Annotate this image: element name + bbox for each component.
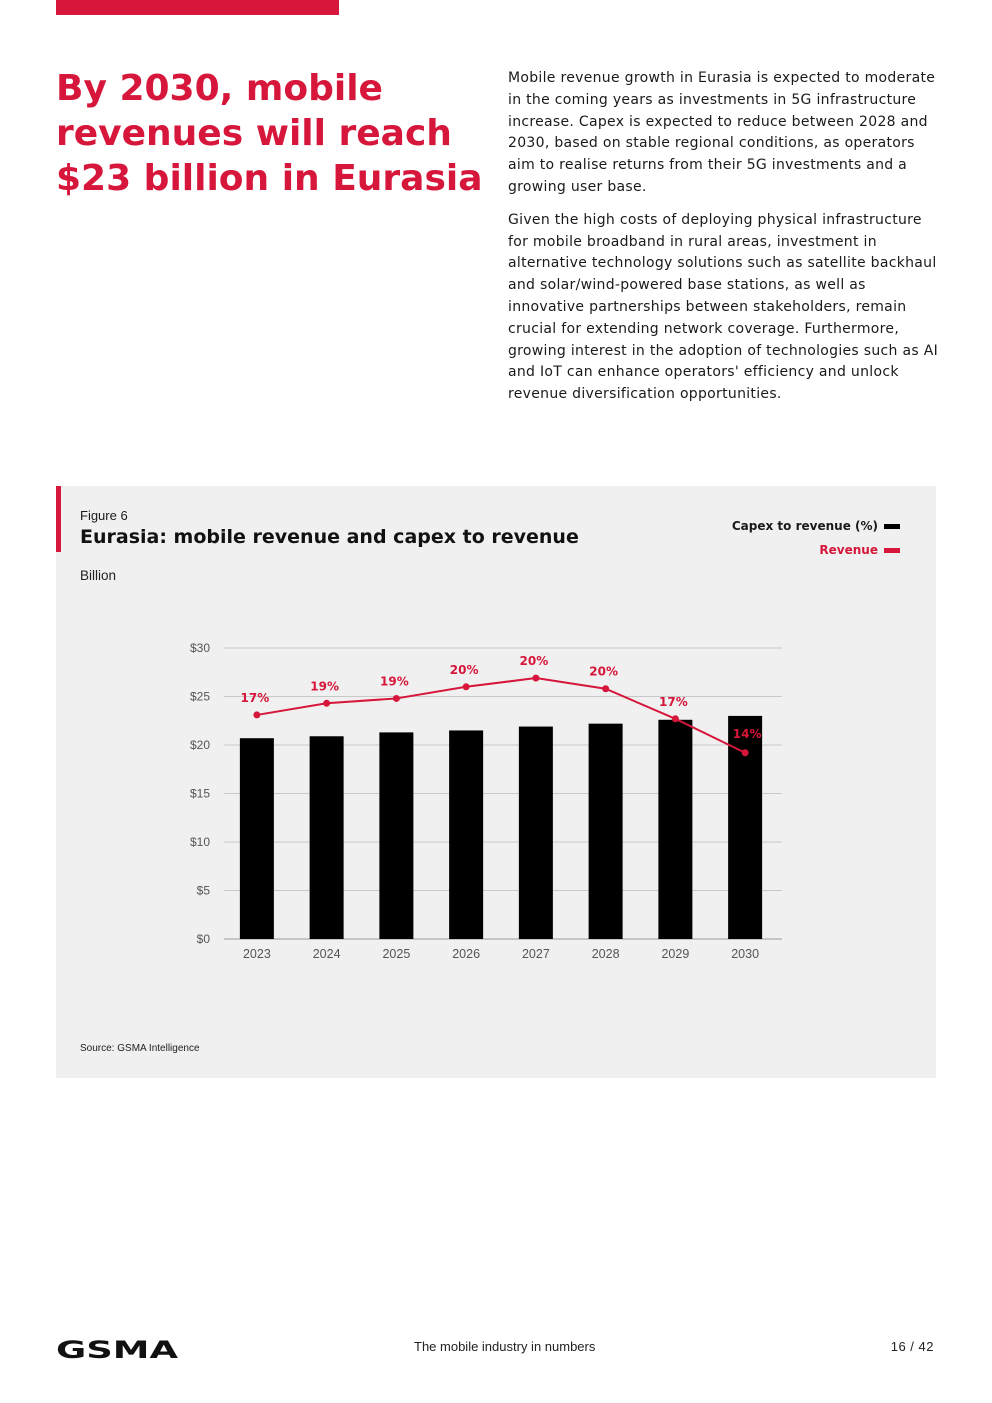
y-tick-label: $5 xyxy=(196,883,210,898)
y-tick-label: $15 xyxy=(189,786,210,801)
capex-point xyxy=(323,700,330,707)
capex-point xyxy=(672,715,679,722)
figure-unit-label: Billion xyxy=(80,568,117,583)
capex-point xyxy=(393,695,400,702)
y-tick-label: $25 xyxy=(189,689,210,704)
legend-item-revenue xyxy=(732,538,900,562)
top-accent-bar xyxy=(56,0,339,15)
capex-data-label: 20% xyxy=(519,654,549,669)
x-tick-label: 2028 xyxy=(591,947,620,961)
x-tick-label: 2030 xyxy=(731,947,760,961)
y-tick-label: $30 xyxy=(189,641,210,655)
capex-point xyxy=(463,683,470,690)
legend-item-capex xyxy=(732,514,900,538)
y-tick-label: $10 xyxy=(189,835,210,849)
figure-number: Figure 6 xyxy=(80,508,128,523)
legend-swatch-capex xyxy=(884,524,900,529)
x-tick-label: 2025 xyxy=(382,947,411,961)
x-tick-label: 2027 xyxy=(521,947,550,961)
revenue-bar xyxy=(449,730,483,939)
revenue-bar xyxy=(519,727,553,939)
gsma-logo xyxy=(56,1338,180,1360)
legend-label-revenue: Revenue xyxy=(819,543,878,557)
bar-line-chart xyxy=(170,630,790,975)
figure-accent-bar xyxy=(56,486,61,552)
capex-point xyxy=(602,685,609,692)
body-paragraph-1: Mobile revenue growth in Eurasia is expected to moderate in the coming years as investments in 5G infrastructure increase. Capex is expected to reduce between 2028 and 2030, based on stable regional conditions, as operators aim to realise returns from their 5G investments and a growing user base. xyxy=(508,70,936,195)
capex-data-label: 19% xyxy=(380,674,409,689)
body-text xyxy=(508,68,938,417)
revenue-bar xyxy=(379,732,413,939)
footer-publication-title: The mobile industry in numbers xyxy=(414,1339,596,1354)
revenue-bar xyxy=(658,720,692,939)
y-tick-label: $0 xyxy=(196,932,210,946)
page-headline: By 2030, mobile revenues will reach $23 billion in Eurasia xyxy=(56,68,483,199)
body-paragraph-2: Given the high costs of deploying physical infrastructure for mobile broadband in rural areas, investment in alternative technology solutions such as satellite backhaul and solar/wind-powered base stations, as well as innovative partnerships between stakeholders, remain crucial for extending network coverage. Furthermore, growing interest in the adoption of technologies such as AI and IoT can enhance operators' efficiency and unlock revenue diversification opportunities. xyxy=(508,211,938,403)
x-tick-label: 2029 xyxy=(661,947,690,961)
revenue-bar xyxy=(310,736,344,939)
revenue-bar xyxy=(240,738,274,939)
revenue-bar xyxy=(589,724,623,939)
gsma-logo-text: GSMA xyxy=(56,1338,179,1360)
y-tick-label: $20 xyxy=(189,738,210,752)
capex-data-label: 20% xyxy=(589,664,618,679)
capex-data-label: 17% xyxy=(240,690,270,705)
x-tick-label: 2026 xyxy=(452,947,481,961)
x-tick-label: 2023 xyxy=(242,947,271,961)
legend-swatch-revenue xyxy=(884,548,900,553)
capex-point xyxy=(742,749,749,756)
x-tick-label: 2024 xyxy=(312,947,341,961)
page-number: 16 / 42 xyxy=(890,1339,934,1354)
chart-legend xyxy=(732,514,900,562)
figure-source: Source: GSMA Intelligence xyxy=(80,1043,200,1054)
figure-title: Eurasia: mobile revenue and capex to revenue xyxy=(80,526,579,548)
capex-data-label: 20% xyxy=(449,662,479,677)
legend-label-capex: Capex to revenue (%) xyxy=(731,519,878,533)
capex-point xyxy=(532,675,539,682)
capex-data-label: 17% xyxy=(659,694,688,709)
capex-data-label: 19% xyxy=(310,679,339,694)
capex-point xyxy=(253,711,260,718)
capex-data-label: 14% xyxy=(732,726,762,741)
